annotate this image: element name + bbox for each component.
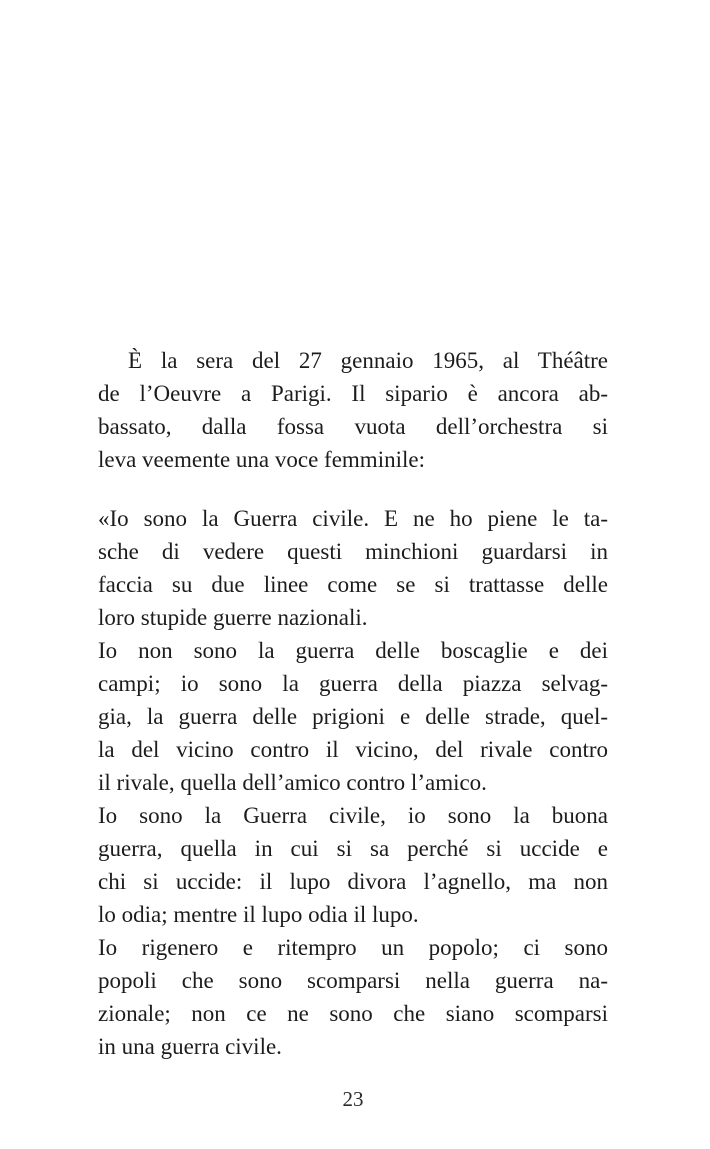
- text-line: in una guerra civile.: [98, 1034, 282, 1059]
- page-body: [98, 344, 608, 1063]
- text-line: gia, la guerra delle prigioni e delle strade, quel-: [98, 704, 608, 729]
- opening-paragraph: [98, 344, 608, 476]
- text-line: campi; io sono la guerra della piazza selvag-: [98, 671, 608, 696]
- text-line: la del vicino contro il vicino, del rivale contro: [98, 737, 608, 762]
- quote-paragraph: [98, 502, 608, 1063]
- text-line: faccia su due linee come se si trattasse delle: [98, 572, 608, 597]
- text-line: sche di vedere questi minchioni guardarsi in: [98, 539, 608, 564]
- text-line: de l’Oeuvre a Parigi. Il sipario è ancora ab-: [98, 381, 608, 406]
- page-number: 23: [342, 1087, 364, 1111]
- text-line: zionale; non ce ne sono che siano scomparsi: [98, 1001, 608, 1026]
- text-line: Io sono la Guerra civile, io sono la buona: [98, 803, 608, 828]
- text-line: bassato, dalla fossa vuota dell’orchestra si: [98, 414, 608, 439]
- text-line: loro stupide guerre nazionali.: [98, 605, 368, 630]
- text-line: chi si uccide: il lupo divora l’agnello, ma non: [98, 869, 608, 894]
- text-line: popoli che sono scomparsi nella guerra na-: [98, 968, 608, 993]
- text-line: «Io sono la Guerra civile. E ne ho piene le ta-: [98, 506, 608, 531]
- text-line: il rivale, quella dell’amico contro l’amico.: [98, 770, 487, 795]
- text-line: Io rigenero e ritempro un popolo; ci sono: [98, 935, 608, 960]
- text-line: È la sera del 27 gennaio 1965, al Théâtre: [128, 348, 608, 373]
- text-line: guerra, quella in cui si sa perché si uccide e: [98, 836, 608, 861]
- text-line: leva veemente una voce femminile:: [98, 447, 425, 472]
- text-line: lo odia; mentre il lupo odia il lupo.: [98, 902, 419, 927]
- text-line: Io non sono la guerra delle boscaglie e dei: [98, 638, 608, 663]
